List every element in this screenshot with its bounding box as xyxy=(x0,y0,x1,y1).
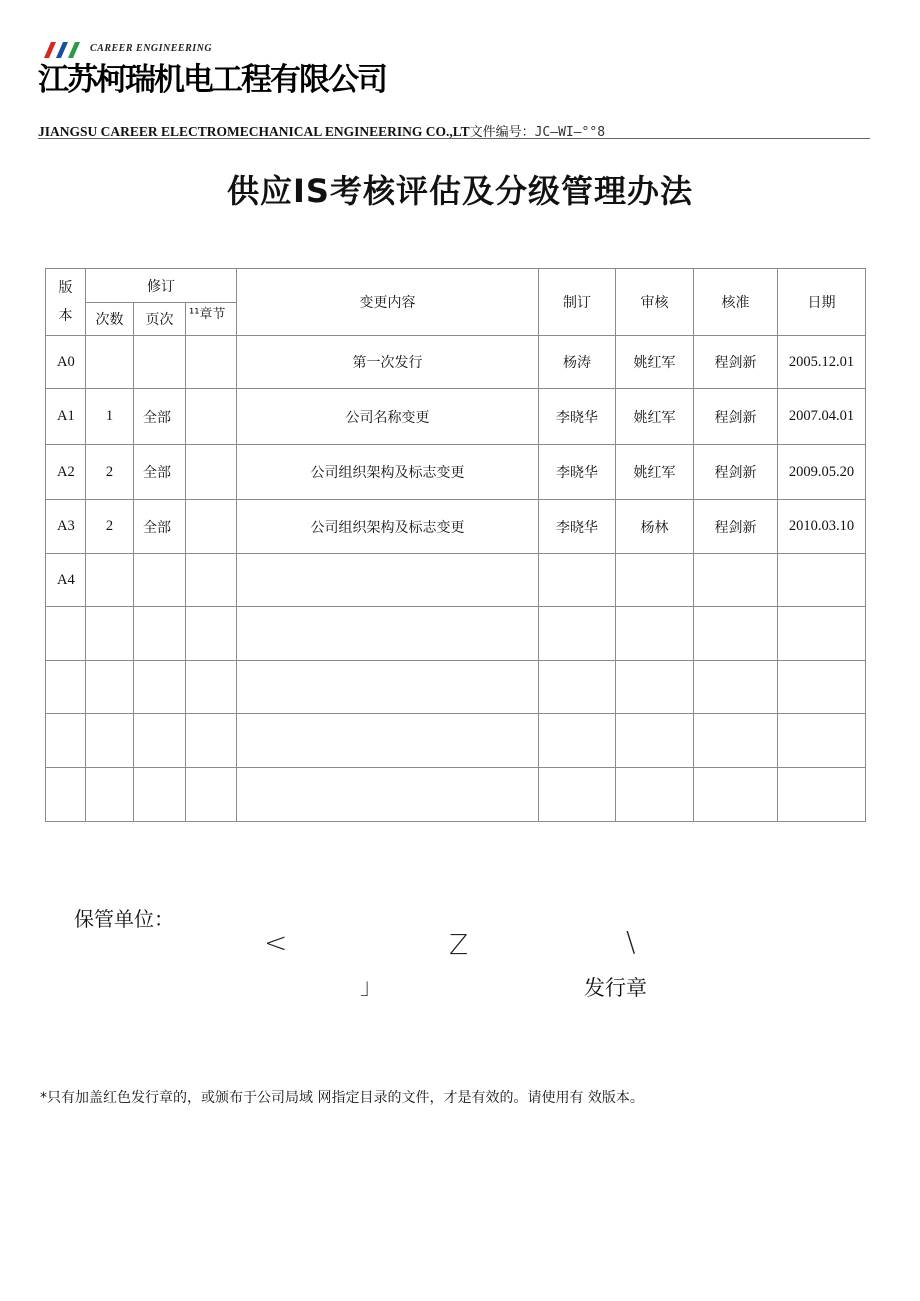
chapter-cell xyxy=(186,500,237,554)
doc-number: JC—WI—°°8 xyxy=(534,125,606,140)
header-content: 变更内容 xyxy=(237,269,539,336)
drafted-cell xyxy=(539,714,616,768)
count-cell xyxy=(86,768,134,822)
drafted-cell: 李晓华 xyxy=(539,389,616,445)
reviewed-cell xyxy=(616,714,694,768)
logo-chinese-name: 江苏柯瑞机电工程有限公司 xyxy=(38,62,386,98)
version-cell: A3 xyxy=(46,500,86,554)
mark-less-than: < xyxy=(264,926,288,959)
chapter-cell xyxy=(186,714,237,768)
pages-cell: 全部 xyxy=(134,389,186,445)
drafted-cell: 李晓华 xyxy=(539,500,616,554)
approved-cell xyxy=(694,661,778,714)
custody-unit-label: 保管单位： xyxy=(74,907,174,931)
mark-z: Z xyxy=(449,928,469,961)
page-title: 供应IS考核评估及分级管理办法 xyxy=(227,172,693,210)
date-cell xyxy=(778,768,866,822)
drafted-cell xyxy=(539,768,616,822)
pages-cell xyxy=(134,661,186,714)
version-cell: A2 xyxy=(46,445,86,500)
date-cell: 2010.03.10 xyxy=(778,500,866,554)
version-cell: A4 xyxy=(46,554,86,607)
table-row xyxy=(46,554,866,607)
header-chapter: ¹¹章节 xyxy=(186,303,237,336)
validity-note: *只有加盖红色发行章的，或颁布于公司局域 网指定目录的文件，才是有效的。请使用有 效版本。 xyxy=(40,1090,644,1106)
approved-cell: 程剑新 xyxy=(694,445,778,500)
pages-cell xyxy=(134,768,186,822)
count-cell xyxy=(86,336,134,389)
mark-bracket: 」 xyxy=(360,975,383,1000)
count-cell: 1 xyxy=(86,389,134,445)
content-cell: 公司名称变更 xyxy=(237,389,539,445)
reviewed-cell xyxy=(616,768,694,822)
doc-number-label: 文件编号： xyxy=(469,125,535,140)
content-cell: 公司组织架构及标志变更 xyxy=(237,445,539,500)
table-row xyxy=(46,714,866,768)
date-cell: 2009.05.20 xyxy=(778,445,866,500)
approved-cell xyxy=(694,768,778,822)
count-cell xyxy=(86,607,134,661)
drafted-cell xyxy=(539,554,616,607)
version-cell xyxy=(46,607,86,661)
version-cell xyxy=(46,768,86,822)
header-version: 版本 xyxy=(46,269,86,336)
header-date: 日期 xyxy=(778,269,866,336)
approved-cell xyxy=(694,607,778,661)
logo-english-name: CAREER ENGINEERING xyxy=(90,43,213,54)
header-pages: 页次 xyxy=(134,303,186,336)
chapter-cell xyxy=(186,554,237,607)
content-cell: 公司组织架构及标志变更 xyxy=(237,500,539,554)
approved-cell: 程剑新 xyxy=(694,500,778,554)
version-cell xyxy=(46,714,86,768)
approved-cell xyxy=(694,714,778,768)
pages-cell: 全部 xyxy=(134,445,186,500)
drafted-cell xyxy=(539,607,616,661)
date-cell xyxy=(778,714,866,768)
count-cell xyxy=(86,554,134,607)
reviewed-cell: 杨林 xyxy=(616,500,694,554)
mark-backslash: \ xyxy=(626,925,636,958)
table-row xyxy=(46,661,866,714)
content-cell xyxy=(237,661,539,714)
company-english-name: JIANGSU CAREER ELECTROMECHANICAL ENGINEERING CO.,LT xyxy=(38,124,470,139)
content-cell xyxy=(237,768,539,822)
header-count: 次数 xyxy=(86,303,134,336)
pages-cell: 全部 xyxy=(134,500,186,554)
reviewed-cell: 姚红军 xyxy=(616,336,694,389)
chapter-cell xyxy=(186,768,237,822)
header-drafted: 制订 xyxy=(539,269,616,336)
count-cell: 2 xyxy=(86,500,134,554)
table-row xyxy=(46,336,866,389)
version-cell xyxy=(46,661,86,714)
version-cell: A0 xyxy=(46,336,86,389)
revision-table xyxy=(45,268,866,822)
drafted-cell: 李晓华 xyxy=(539,445,616,500)
header-divider xyxy=(38,138,870,139)
table-row xyxy=(46,445,866,500)
header-revision: 修订 xyxy=(86,269,237,303)
table-row xyxy=(46,768,866,822)
reviewed-cell xyxy=(616,607,694,661)
reviewed-cell xyxy=(616,661,694,714)
chapter-cell xyxy=(186,336,237,389)
content-cell xyxy=(237,554,539,607)
content-cell: 第一次发行 xyxy=(237,336,539,389)
header-approved: 核准 xyxy=(694,269,778,336)
drafted-cell xyxy=(539,661,616,714)
date-cell: 2007.04.01 xyxy=(778,389,866,445)
table-row xyxy=(46,607,866,661)
reviewed-cell xyxy=(616,554,694,607)
approved-cell: 程剑新 xyxy=(694,389,778,445)
date-cell xyxy=(778,607,866,661)
approved-cell xyxy=(694,554,778,607)
count-cell xyxy=(86,714,134,768)
chapter-cell xyxy=(186,661,237,714)
date-cell xyxy=(778,554,866,607)
count-cell: 2 xyxy=(86,445,134,500)
chapter-cell xyxy=(186,607,237,661)
drafted-cell: 杨涛 xyxy=(539,336,616,389)
approved-cell: 程剑新 xyxy=(694,336,778,389)
date-cell: 2005.12.01 xyxy=(778,336,866,389)
reviewed-cell: 姚红军 xyxy=(616,445,694,500)
table-row xyxy=(46,389,866,445)
chapter-cell xyxy=(186,445,237,500)
pages-cell xyxy=(134,714,186,768)
issue-stamp-label: 发行章 xyxy=(584,976,647,1000)
reviewed-cell: 姚红军 xyxy=(616,389,694,445)
content-cell xyxy=(237,607,539,661)
header-reviewed: 审核 xyxy=(616,269,694,336)
count-cell xyxy=(86,661,134,714)
date-cell xyxy=(778,661,866,714)
chapter-cell xyxy=(186,389,237,445)
version-cell: A1 xyxy=(46,389,86,445)
content-cell xyxy=(237,714,539,768)
table-row xyxy=(46,500,866,554)
pages-cell xyxy=(134,607,186,661)
pages-cell xyxy=(134,336,186,389)
pages-cell xyxy=(134,554,186,607)
